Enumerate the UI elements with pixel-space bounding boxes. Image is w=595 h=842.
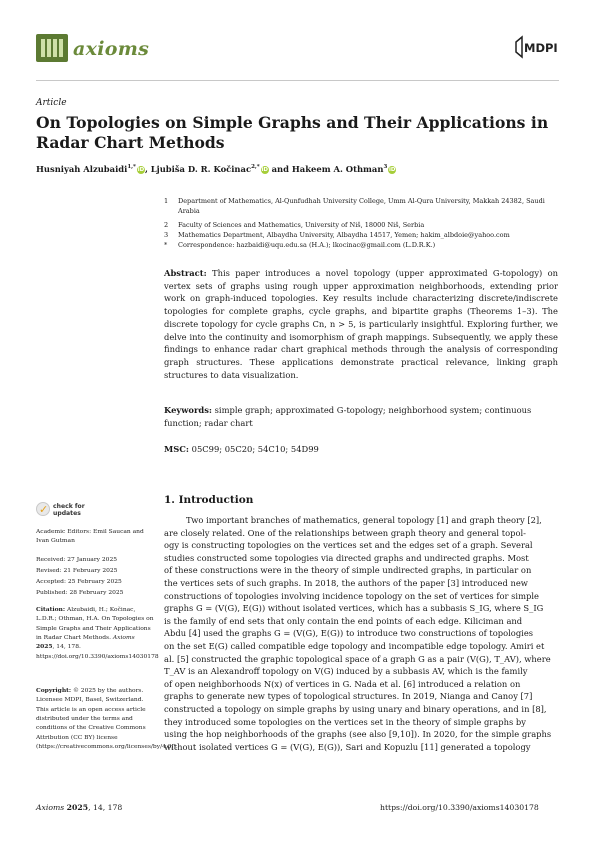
article-type: Article: [36, 98, 67, 108]
author-list: [36, 164, 396, 174]
affiliation-text: Mathematics Department, Albaydha University, Albaydha 14517, Yemen; hakim_albdoie@yahoo.com: [178, 231, 510, 239]
author-affiliation-marker: 3: [383, 164, 388, 171]
paper-title: On Topologies on Simple Graphs and Their Applications in Radar Chart Methods: [36, 113, 549, 152]
footer-doi-link[interactable]: https://doi.org/10.3390/axioms14030178: [380, 803, 539, 812]
intro-line: without isolated vertices G = (V(G), E(G)), Sari and Kopuzlu [11] generated a topology: [164, 741, 531, 752]
citation-journal: Axioms: [112, 634, 135, 642]
journal-logo: [36, 34, 68, 62]
journal-name: axioms: [73, 38, 150, 60]
copyright-label: Copyright:: [36, 687, 72, 694]
intro-line: Two important branches of mathematics, general topology [1] and graph theory [2],: [186, 515, 542, 525]
affiliation-number: 3: [164, 231, 169, 239]
section-heading: 1. Introduction: [164, 494, 254, 506]
author-name: Husniyah Alzubaidi: [36, 164, 128, 174]
intro-line: constructions of topologies involving incidence topology on the set of vertices for simple: [164, 590, 539, 601]
academic-editors: [36, 527, 154, 546]
copyright: [36, 686, 178, 751]
msc-label: MSC:: [164, 444, 189, 454]
footer-journal: Axioms: [36, 803, 65, 812]
editors-names: Emil Saucan and Ivan Gutman: [36, 528, 144, 545]
affiliation-number: 2: [164, 221, 169, 229]
intro-line: the vertices sets of such graphs. In 2018, the authors of the paper [3] introduced new: [164, 577, 528, 588]
citation: [36, 605, 159, 661]
intro-line: ogy is constructing topologies on the vertices set and the edges set of a graph. Several: [164, 540, 533, 551]
footer-year: 2025: [66, 803, 89, 812]
orcid-icon[interactable]: iD: [389, 166, 396, 173]
intro-line: graphs G = (V(G), E(G)) without isolated vertices, which has a subbasis S_IG, where S_IG: [164, 603, 544, 614]
orcid-icon[interactable]: iD: [261, 166, 268, 173]
affiliation-text: Faculty of Sciences and Mathematics, University of Niš, 18000 Niš, Serbia: [178, 221, 425, 229]
intro-line: constructed a topology on simple graphs by using unary and binary operations, and in [8],: [164, 703, 547, 714]
author-affiliation-marker: 1,*: [127, 164, 136, 171]
abstract-text: This paper introduces a novel topology (upper approximated G-topology) on vertex sets of graphs using rough upper approximation neighborhoods, extending prior work on graph-induced topologies. Key results include characterizing discrete/indiscrete topologies for complete graphs, cycle graphs, and bipartite graphs (Theorems 1–3). The discrete topology for cycle graphs Cn, n > 5, is particularly insightful. Exploring further, we delve into the continuity and isomorphism of graph mappings. Subsequently, we apply these findings to enhance radar chart graphical methods through the analysis of corresponding graph structures. These applications demonstrate practical relevance, linking graph structures to data visualization.: [164, 268, 558, 380]
intro-line: using the hop neighborhoods of the graphs (see also [9,10]). In 2020, for the simple graphs: [164, 729, 552, 740]
intro-line: al. [5] constructed the graphic topological space of a graph G as a pair (V(G), T_AV), where: [164, 653, 551, 664]
received-date: Received: 27 January 2025: [36, 556, 118, 563]
intro-line: they introduced some topologies on the vertices set in the theory of simple graphs by: [164, 716, 526, 727]
check-updates-line1: check for: [53, 503, 85, 510]
copyright-text: © 2025 by the authors. Licensee MDPI, Basel, Switzerland. This article is an open access article distributed under the terms and conditions of the Creative Commons Attribution (CC BY) license (https://creativecommons.org/licenses/by/4.0/).: [36, 687, 178, 751]
citation-year: 2025: [36, 643, 53, 651]
intro-line: of these constructions were in the theory of simple undirected graphs, in particular on: [164, 565, 532, 576]
author-separator: ,: [144, 164, 151, 174]
abstract: [164, 267, 558, 381]
accepted-date: Accepted: 25 February 2025: [36, 578, 122, 585]
intro-line: is the family of end sets that only contain the end points of each edge. Kiliciman and: [164, 615, 523, 626]
check-updates-icon: ✓: [36, 502, 50, 516]
msc-codes: [164, 444, 319, 454]
check-updates-line2: updates: [53, 510, 81, 517]
intro-line: graphs to generate new types of topological structures. In 2019, Nianga and Canoy [7]: [164, 691, 533, 702]
intro-line: are closely related. One of the relationships between graph theory and general topol-: [164, 527, 526, 538]
citation-doi[interactable]: , 14, 178. https://doi.org/10.3390/axioms14030178: [36, 643, 159, 660]
intro-line: on the set E(G) called compatible edge topology and incompatible edge topology. Amiri et: [164, 640, 545, 651]
affiliation-text: Department of Mathematics, Al-Qunfudhah University College, Umm Al-Qura University, Makkah 24382, Saudi Arabia: [178, 197, 545, 215]
author-name: Hakeem A. Othman: [291, 164, 384, 174]
header-rule: [36, 80, 559, 81]
intro-line: T_AV is an Alexandroff topology on V(G) induced by a subbasis AV, which is the family: [164, 666, 528, 677]
keywords: [164, 404, 558, 429]
citation-text: Alzubaidi, H.; Kočinac, L.D.R.; Othman, H.A. On Topologies on Simple Graphs and Their Applications in Radar Chart Methods.: [36, 606, 154, 642]
footer-volume: , 14, 178: [88, 803, 123, 812]
footer-citation: [36, 803, 122, 812]
introduction-body: [164, 514, 558, 753]
author-name: Ljubiša D. R. Kočinac: [150, 164, 252, 174]
affiliation-number: 1: [164, 197, 169, 205]
keywords-text: simple graph; approximated G-topology; neighborhood system; continuous function; radar chart: [164, 405, 532, 428]
author-affiliation-marker: 2,*: [251, 164, 260, 171]
published-date: Published: 28 February 2025: [36, 589, 124, 596]
abstract-label: Abstract:: [164, 268, 207, 278]
revised-date: Revised: 21 February 2025: [36, 567, 118, 574]
author-separator: and: [268, 164, 292, 174]
affiliation-text: Correspondence: hazbaidi@uqu.edu.sa (H.A.); lkocinac@gmail.com (L.D.R.K.): [178, 241, 436, 249]
publisher-name: MDPI: [524, 41, 558, 55]
intro-line: studies constructed some topologies via directed graphs and undirected graphs. Most: [164, 552, 529, 563]
intro-line: of open neighborhoods N(x) of vertices in G. Nada et al. [6] introduced a relation on: [164, 678, 521, 689]
editors-label: Academic Editors:: [36, 528, 92, 535]
keywords-label: Keywords:: [164, 405, 212, 415]
msc-text: 05C99; 05C20; 54C10; 54D99: [191, 444, 319, 454]
intro-line: Abdu [4] used the graphs G = (V(G), E(G)) to introduce two constructions of topologies: [164, 628, 534, 639]
affiliation-number: *: [164, 241, 168, 249]
citation-label: Citation:: [36, 606, 66, 613]
orcid-icon[interactable]: iD: [137, 166, 145, 173]
